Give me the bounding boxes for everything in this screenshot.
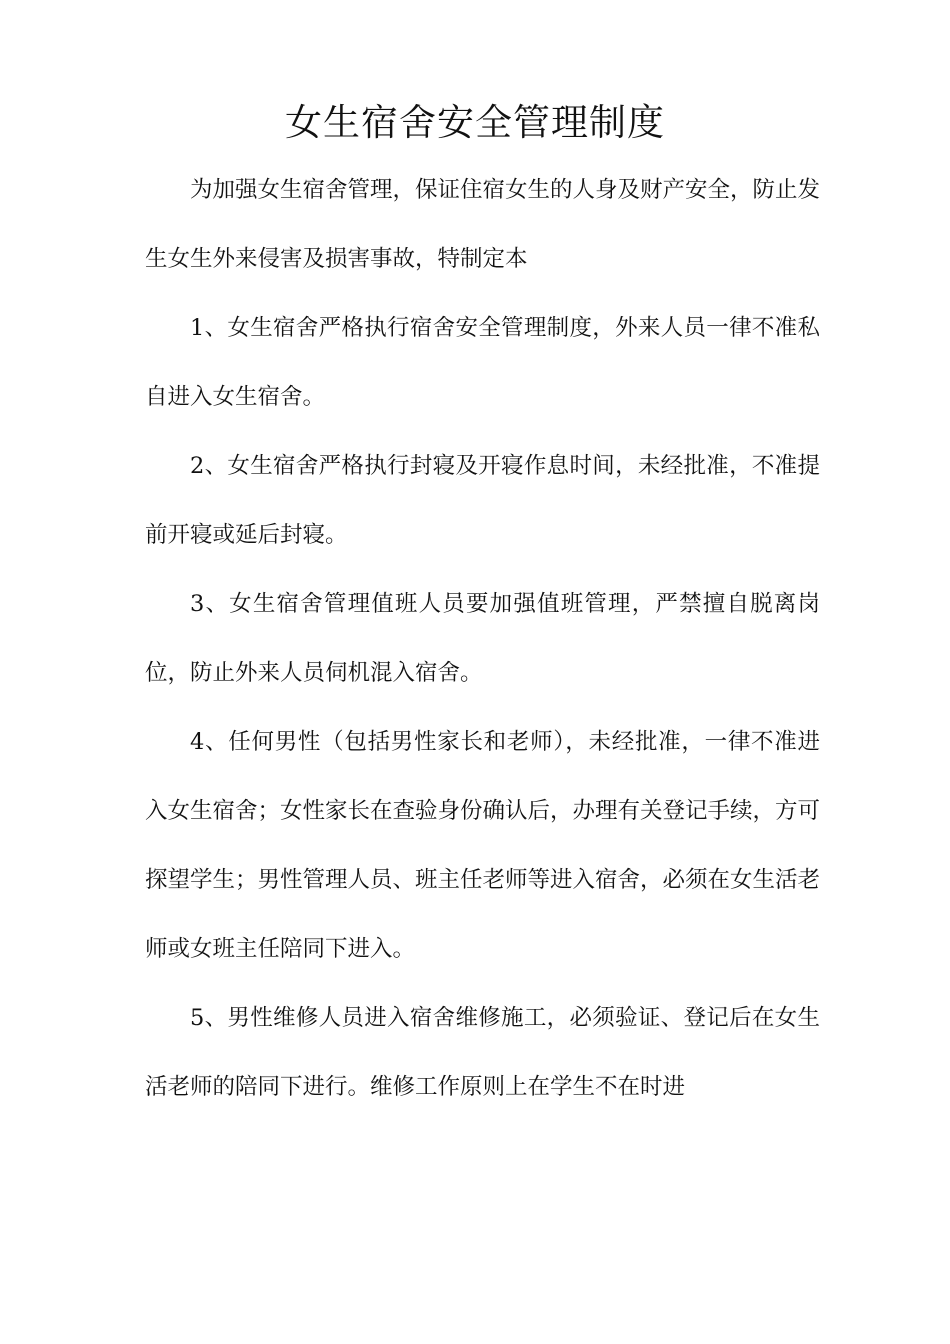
intro-paragraph: 为加强女生宿舍管理，保证住宿女生的人身及财产安全，防止发生女生外来侵害及损害事故，特制定本: [145, 177, 821, 272]
rule-paragraph-3: 3、女生宿舍管理值班人员要加强值班管理，严禁擅自脱离岗位，防止外来人员伺机混入宿舍。: [145, 591, 820, 686]
document-title: 女生宿舍安全管理制度: [285, 101, 665, 144]
rule-paragraph-5: 5、男性维修人员进入宿舍维修施工，必须验证、登记后在女生活老师的陪同下进行。维修工作原则上在学生不在时进: [145, 1005, 820, 1100]
rule-paragraph-4: 4、任何男性（包括男性家长和老师），未经批准，一律不准进入女生宿舍；女性家长在查验身份确认后，办理有关登记手续，方可探望学生；男性管理人员、班主任老师等进入宿舍，必须在女生活老师或女班主任陪同下进入。: [145, 729, 821, 962]
rule-paragraph-2: 2、女生宿舍严格执行封寝及开寝作息时间，未经批准，不准提前开寝或延后封寝。: [145, 453, 820, 548]
rule-paragraph-1: 1、女生宿舍严格执行宿舍安全管理制度，外来人员一律不准私自进入女生宿舍。: [145, 315, 820, 410]
document-body: [145, 156, 820, 1122]
